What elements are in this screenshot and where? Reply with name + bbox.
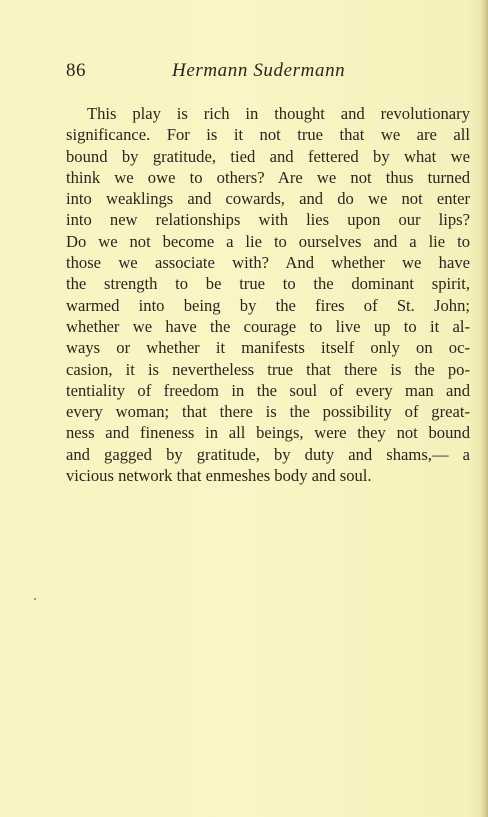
body-paragraph xyxy=(66,103,470,486)
paper-speck xyxy=(34,598,36,600)
page-header xyxy=(66,60,466,88)
text-line: and gagged by gratitude, by duty and shams,— a xyxy=(66,444,470,464)
text-line: think we owe to others? Are we not thus turned xyxy=(66,167,470,187)
text-line: those we associate with? And whether we have xyxy=(66,253,470,273)
text-line: Do we not become a lie to ourselves and a lie to xyxy=(66,231,470,251)
running-head: Hermann Sudermann xyxy=(172,60,346,81)
text-line: bound by gratitude, tied and fettered by what we xyxy=(66,146,470,166)
text-line: every woman; that there is the possibility of great- xyxy=(66,402,470,422)
text-line: ness and fineness in all beings, were they not bound xyxy=(66,423,470,443)
text-line: into weaklings and cowards, and do we not enter xyxy=(66,189,470,209)
text-line: significance. For is it not true that we are all xyxy=(66,125,470,145)
page-number: 86 xyxy=(66,60,86,81)
text-line: casion, it is nevertheless true that there is the po- xyxy=(66,359,470,379)
text-line: warmed into being by the fires of St. John; xyxy=(66,295,470,315)
page-edge-shadow xyxy=(480,0,488,817)
text-line: the strength to be true to the dominant spirit, xyxy=(66,274,470,294)
text-line: tentiality of freedom in the soul of every man and xyxy=(66,380,470,400)
text-line: into new relationships with lies upon our lips? xyxy=(66,210,470,230)
text-line: vicious network that enmeshes body and soul. xyxy=(66,466,372,486)
text-line: ways or whether it manifests itself only on oc- xyxy=(66,338,470,358)
text-line: whether we have the courage to live up to it al- xyxy=(66,316,470,336)
text-line: This play is rich in thought and revolutionary xyxy=(87,104,470,123)
